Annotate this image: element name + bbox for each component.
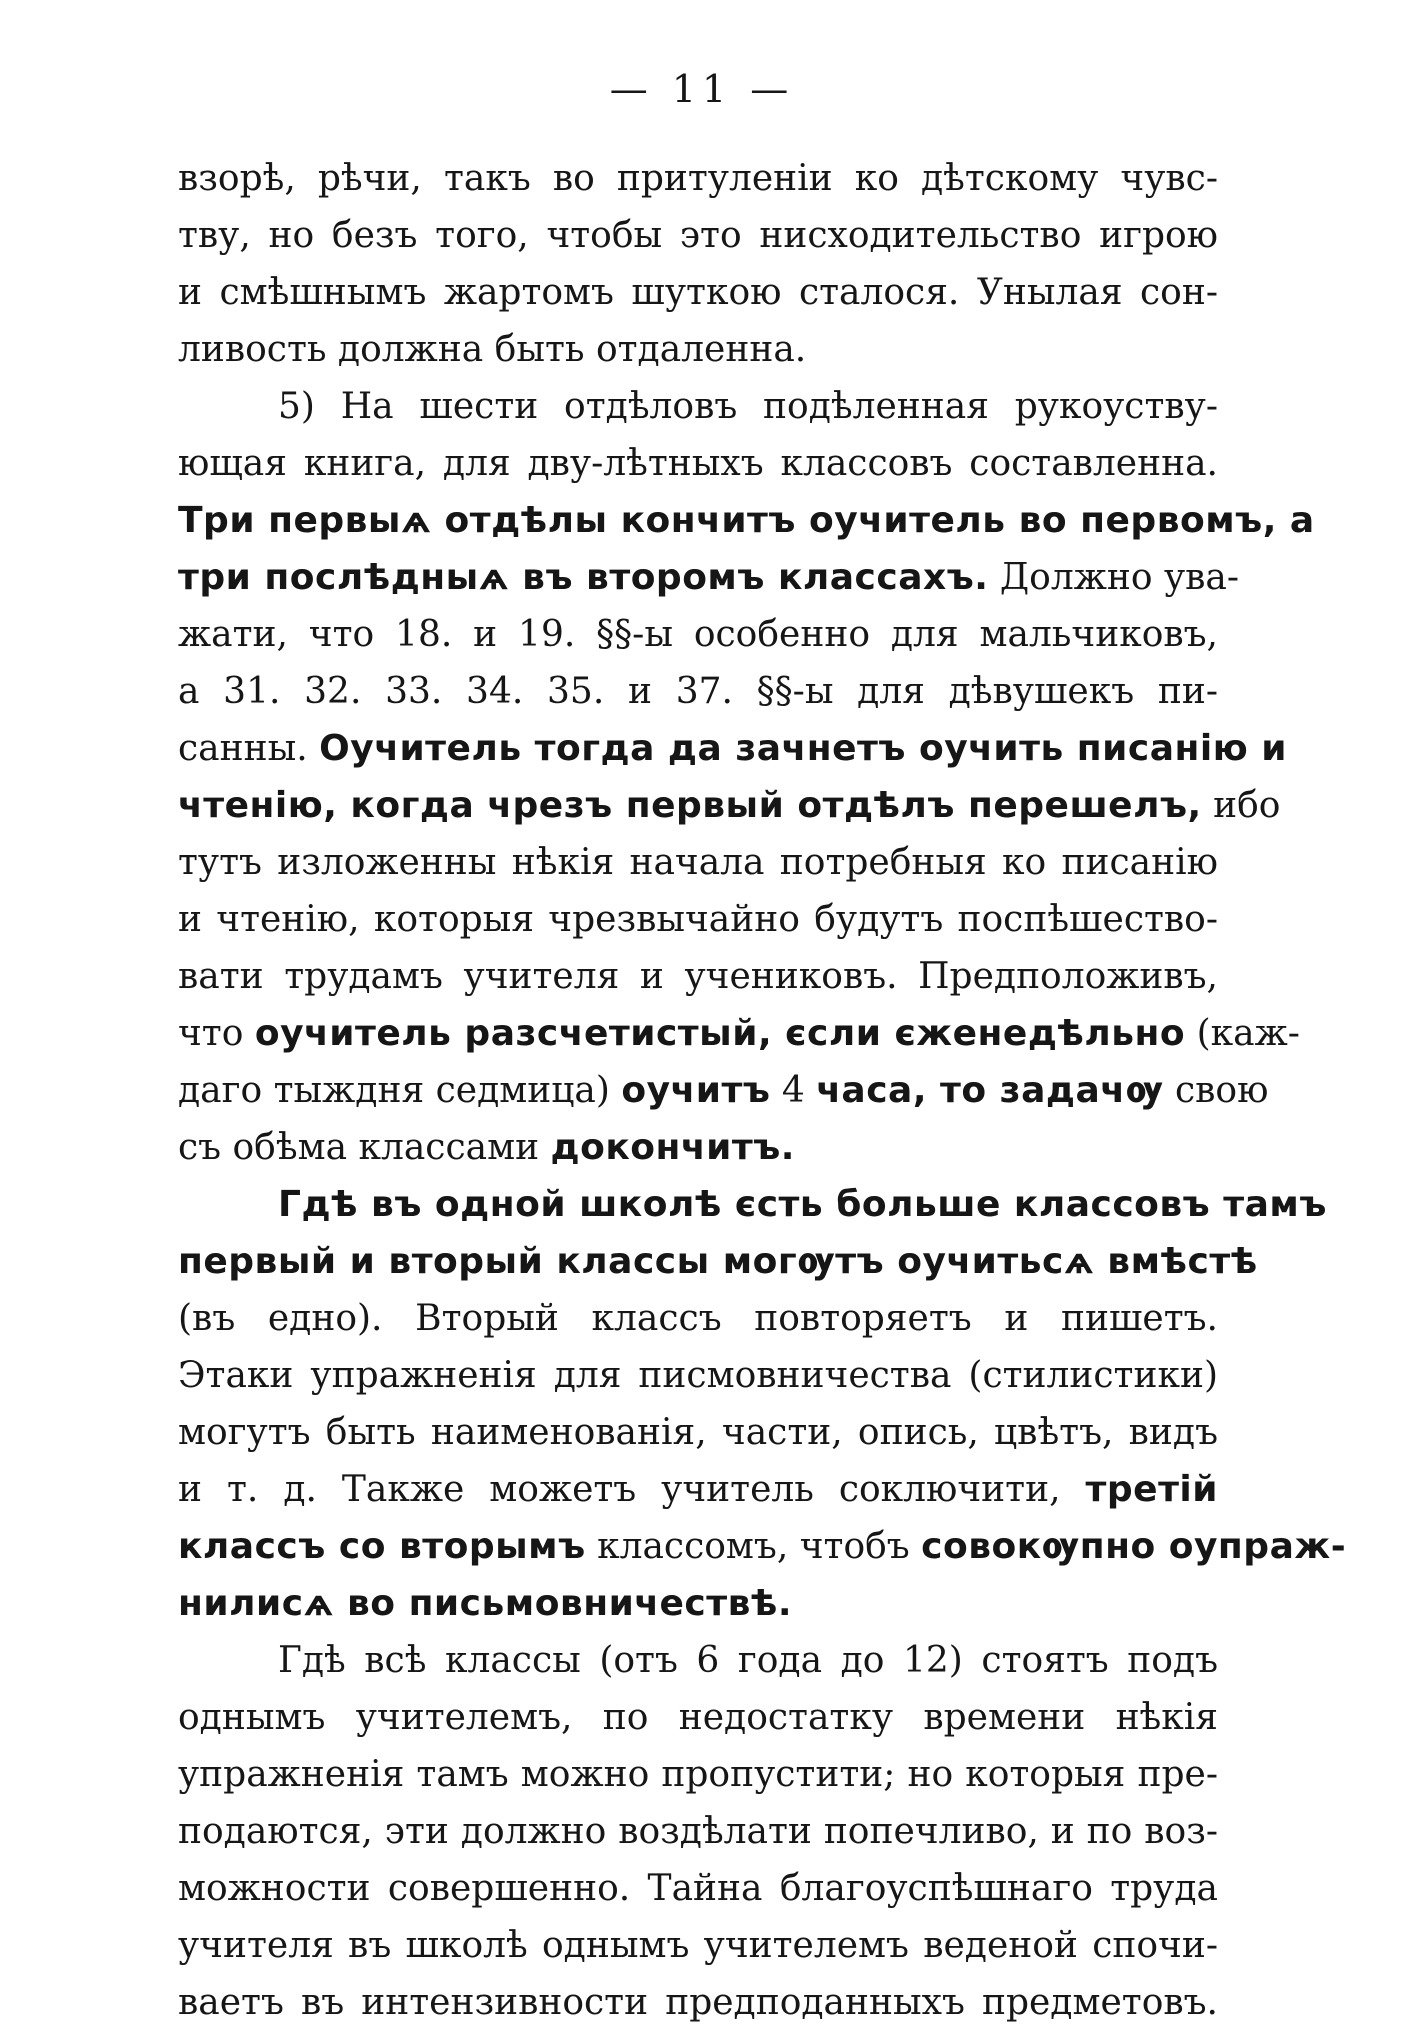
text-line bbox=[178, 264, 1218, 321]
civil-script-text: санны. bbox=[178, 728, 320, 769]
text-line bbox=[178, 1290, 1218, 1347]
civil-script-text: Этаки упражненія для писмовничества (стилистики) bbox=[178, 1355, 1218, 1396]
text-line bbox=[178, 1746, 1218, 1803]
church-slavonic-text: Гдѣ въ одной школѣ єсть больше классовъ тамъ bbox=[278, 1184, 1327, 1225]
civil-script-text: (каж- bbox=[1185, 1013, 1300, 1054]
church-slavonic-text: три послѣдныѧ въ второмъ классахъ. bbox=[178, 557, 989, 598]
text-line bbox=[178, 321, 1218, 378]
civil-script-text: и чтенію, которыя чрезвычайно будутъ поспѣшество- bbox=[178, 899, 1218, 940]
church-slavonic-text: нилисѧ во письмовничествѣ. bbox=[178, 1583, 793, 1624]
church-slavonic-text: докончитъ. bbox=[550, 1127, 795, 1168]
church-slavonic-text: оучитъ bbox=[621, 1070, 771, 1111]
civil-script-text: 4 bbox=[770, 1070, 817, 1111]
text-line bbox=[178, 1062, 1269, 1119]
text-line bbox=[178, 834, 1218, 891]
text-line bbox=[178, 1689, 1218, 1746]
page-number: — 11 — bbox=[609, 67, 795, 111]
civil-script-text: ваетъ въ интензивности предподанныхъ предметовъ. bbox=[178, 1982, 1218, 2023]
paragraph bbox=[178, 1632, 1218, 2031]
church-slavonic-text: чтенію, когда чрезъ первый отдѣлъ перешелъ, bbox=[178, 785, 1202, 826]
church-slavonic-text: совокѹпно оупраж- bbox=[921, 1526, 1347, 1567]
church-slavonic-text: классъ со вторымъ bbox=[178, 1526, 586, 1567]
text-line bbox=[178, 1404, 1218, 1461]
civil-script-text: учителя въ школѣ однымъ учителемъ веденой спочи- bbox=[178, 1925, 1218, 1966]
text-line bbox=[178, 663, 1218, 720]
church-slavonic-text: третій bbox=[1085, 1469, 1218, 1510]
paragraph bbox=[178, 1176, 1347, 1632]
text-line bbox=[178, 777, 1281, 834]
text-line bbox=[178, 435, 1218, 492]
church-slavonic-text: первый и вторый классы могѹтъ оучитьсѧ вмѣстѣ bbox=[178, 1241, 1258, 1282]
civil-script-text: тутъ изложенны нѣкія начала потребныя ко писанію bbox=[178, 842, 1218, 883]
text-line bbox=[178, 891, 1218, 948]
civil-script-text: классомъ, чтобъ bbox=[585, 1526, 922, 1567]
church-slavonic-text: часа, то задачѹ bbox=[816, 1070, 1164, 1111]
civil-script-text: ибо bbox=[1201, 785, 1281, 826]
civil-script-text: Должно ува- bbox=[988, 557, 1240, 598]
civil-script-text: и т. д. Также можетъ учитель соключити, bbox=[178, 1469, 1086, 1510]
text-line bbox=[178, 1233, 1258, 1290]
civil-script-text: жати, что 18. и 19. §§-ы особенно для мальчиковъ, bbox=[178, 614, 1218, 655]
text-line bbox=[178, 606, 1218, 663]
text-line bbox=[178, 1518, 1347, 1575]
text-line bbox=[178, 1974, 1218, 2031]
text-line bbox=[178, 1176, 1327, 1233]
civil-script-text: вати трудамъ учителя и учениковъ. Предположивъ, bbox=[178, 956, 1218, 997]
church-slavonic-text: оучитель разсчетистый, єсли єженедѣльно bbox=[254, 1013, 1186, 1054]
text-line bbox=[178, 1632, 1218, 1689]
civil-script-text: 5) На шести отдѣловъ подѣленная рукоуству- bbox=[278, 386, 1218, 427]
text-line bbox=[178, 150, 1218, 207]
text-line bbox=[178, 207, 1218, 264]
civil-script-text: съ обѣма классами bbox=[178, 1127, 551, 1168]
civil-script-text: даго тыждня седмица) bbox=[178, 1070, 622, 1111]
text-line bbox=[178, 948, 1218, 1005]
civil-script-text: (въ едно). Вторый классъ повторяетъ и пишетъ. bbox=[178, 1298, 1218, 1339]
civil-script-text: и смѣшнымъ жартомъ шуткою сталося. Унылая сон- bbox=[178, 272, 1218, 313]
body-text bbox=[178, 150, 1347, 2031]
text-line bbox=[178, 549, 1240, 606]
civil-script-text: Гдѣ всѣ классы (отъ 6 года до 12) стоятъ подъ bbox=[278, 1640, 1218, 1681]
civil-script-text: что bbox=[178, 1013, 255, 1054]
civil-script-text: ливость должна быть отдаленна. bbox=[178, 329, 807, 370]
paragraph bbox=[178, 150, 1218, 378]
civil-script-text: ющая книга, для дву-лѣтныхъ классовъ составленна. bbox=[178, 443, 1218, 484]
civil-script-text: однымъ учителемъ, по недостатку времени нѣкія bbox=[178, 1697, 1218, 1738]
text-line bbox=[178, 1347, 1218, 1404]
text-line bbox=[178, 1917, 1218, 1974]
civil-script-text: можности совершенно. Тайна благоуспѣшнаго труда bbox=[178, 1868, 1218, 1909]
text-line bbox=[178, 720, 1287, 777]
text-line bbox=[178, 1803, 1218, 1860]
civil-script-text: взорѣ, рѣчи, такъ во притуленіи ко дѣтскому чувс- bbox=[178, 158, 1218, 199]
civil-script-text: а 31. 32. 33. 34. 35. и 37. §§-ы для дѣвушекъ пи- bbox=[178, 671, 1218, 712]
church-slavonic-text: Оучитель тогда да зачнетъ оучить писанію и bbox=[319, 728, 1287, 769]
text-line bbox=[178, 378, 1218, 435]
text-line bbox=[178, 1461, 1218, 1518]
text-line bbox=[178, 1005, 1300, 1062]
paragraph bbox=[178, 378, 1315, 1176]
civil-script-text: тву, но безъ того, чтобы это нисходительство игрою bbox=[178, 215, 1218, 256]
civil-script-text: подаются, эти должно воздѣлати попечливо, и по воз- bbox=[178, 1811, 1218, 1852]
church-slavonic-text: Три первыѧ отдѣлы кончитъ оучитель во первомъ, а bbox=[178, 500, 1315, 541]
civil-script-text: могутъ быть наименованія, части, опись, цвѣтъ, видъ bbox=[178, 1412, 1218, 1453]
text-line bbox=[178, 492, 1315, 549]
civil-script-text: свою bbox=[1163, 1070, 1269, 1111]
text-line bbox=[178, 1575, 1218, 1632]
text-line bbox=[178, 1119, 1218, 1176]
civil-script-text: упражненія тамъ можно пропустити; но которыя пре- bbox=[178, 1754, 1218, 1795]
text-line bbox=[178, 1860, 1218, 1917]
